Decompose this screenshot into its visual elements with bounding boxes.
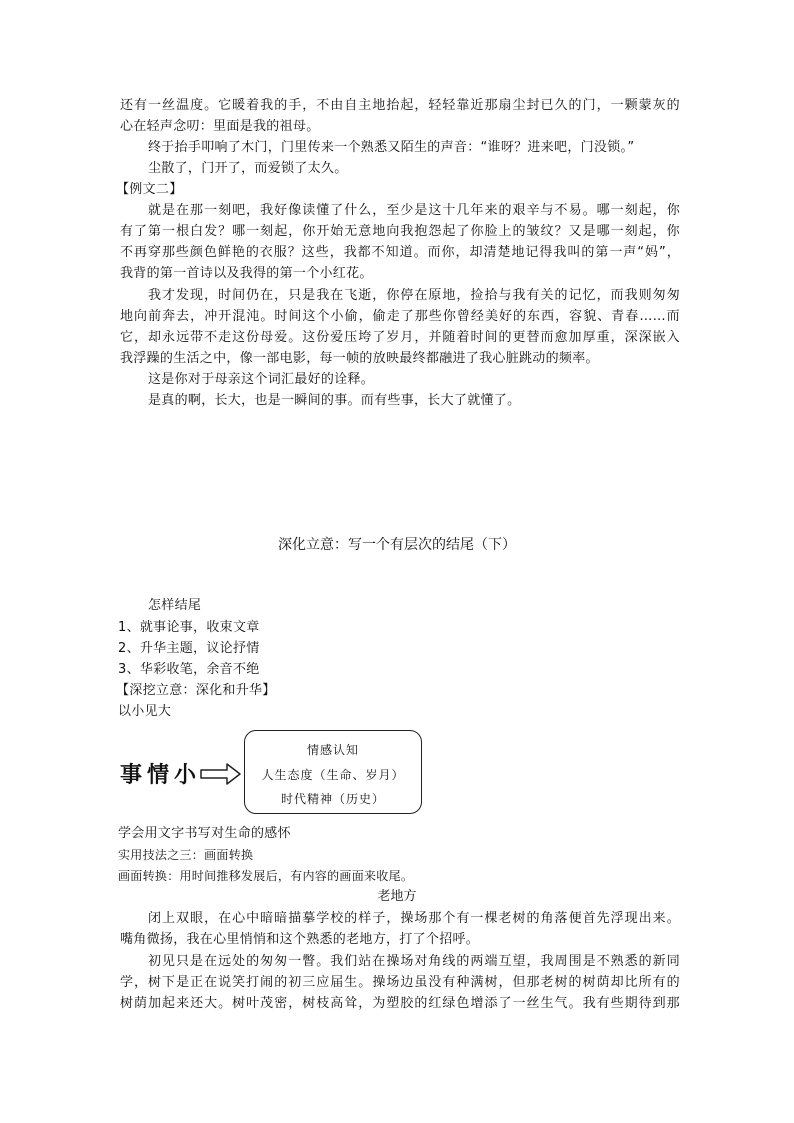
text-line: 实用技法之三：画面转换	[118, 848, 254, 862]
list-item: 3、华彩收笔，余音不绝	[118, 662, 260, 677]
text-line: 还有一丝温度。它暖着我的手，不由自主地抬起，轻轻靠近那扇尘封已久的门，一颗蒙灰的	[120, 98, 680, 113]
subheading: 怎样结尾	[148, 598, 202, 613]
text-line: 终于抬手叩响了木门，门里传来一个熟悉又陌生的声音：“谁呀？进来吧，门没锁。”	[148, 140, 635, 155]
concept-diagram	[120, 728, 430, 820]
text-line: 不再穿那些颜色鲜艳的衣服？这些，我都不知道。而你，却清楚地记得我叫的第一声“妈”，	[120, 245, 680, 260]
arrow-right-icon	[200, 762, 242, 786]
text-line: 嘴角微扬，我在心里悄悄和这个熟悉的老地方，打了个招呼。	[120, 932, 480, 947]
text-line: 这是你对于母亲这个词汇最好的诠释。	[148, 372, 375, 387]
diagram-box-line: 时代精神（历史）	[280, 792, 385, 806]
text-line: 初见只是在远处的匆匆一瞥。我们站在操场对角线的两端互望，我周围是不熟悉的新同	[148, 954, 680, 969]
text-line: 我背的第一首诗以及我得的第一个小红花。	[120, 266, 373, 281]
text-line: 有了第一根白发？哪一刻起，你开始无意地向我抱怨起了你脸上的皱纹？又是哪一刻起，你	[120, 224, 680, 239]
text-line: 它，却永远带不走这份母爱。这份爱压垮了岁月，并随着时间的更替而愈加厚重，深深嵌入	[120, 330, 680, 345]
diagram-box	[244, 730, 422, 814]
section-title: 深化立意：写一个有层次的结尾（下）	[278, 537, 516, 553]
text-line: 学，树下是正在说笑打闹的初三应届生。操场边虽没有种满树，但那老树的树荫却比所有的	[120, 975, 680, 990]
text-line: 树荫加起来还大。树叶茂密，树枝高耸，为塑胶的红绿色增添了一丝生气。我有些期待到那	[120, 996, 680, 1011]
diagram-box-line: 人生态度（生命、岁月）	[261, 768, 405, 782]
text-line: 尘散了，门开了，而爱锁了太久。	[148, 161, 348, 176]
dig-heading: 【深挖立意：深化和升华】	[116, 683, 276, 698]
text-line: 画面转换：用时间推移发展后，有内容的画面来收尾。	[118, 869, 414, 883]
text-line: 是真的啊，长大，也是一瞬间的事。而有些事，长大了就懂了。	[148, 393, 521, 408]
example-heading: 【例文二】	[116, 182, 183, 197]
text-line: 我浮躁的生活之中，像一部电影，每一帧的放映最终都融进了我心脏跳动的频率。	[120, 351, 599, 366]
list-item: 1、就事论事，收束文章	[118, 620, 260, 635]
essay-title: 老地方	[377, 889, 417, 904]
text-line: 闭上双眼，在心中暗暗描摹学校的样子，操场那个有一棵老树的角落便首先浮现出来。	[148, 911, 680, 926]
text-line: 以小见大	[118, 704, 172, 719]
list-item: 2、升华主题，议论抒情	[118, 641, 260, 656]
diagram-box-line: 情感认知	[306, 743, 359, 757]
text-line: 心在轻声念叨：里面是我的祖母。	[120, 119, 320, 134]
diagram-left-label: 事情小	[120, 762, 202, 788]
text-line: 学会用文字书写对生命的感怀	[118, 826, 291, 841]
text-line: 我才发现，时间仍在，只是我在飞逝，你停在原地，捡拾与我有关的记忆，而我则匆匆	[148, 288, 680, 303]
text-line: 地向前奔去，冲开混沌。时间这个小偷，偷走了那些你曾经美好的东西，容貌、青春……而	[120, 309, 680, 324]
text-line: 就是在那一刻吧，我好像读懂了什么，至少是这十几年来的艰辛与不易。哪一刻起，你	[148, 203, 680, 218]
